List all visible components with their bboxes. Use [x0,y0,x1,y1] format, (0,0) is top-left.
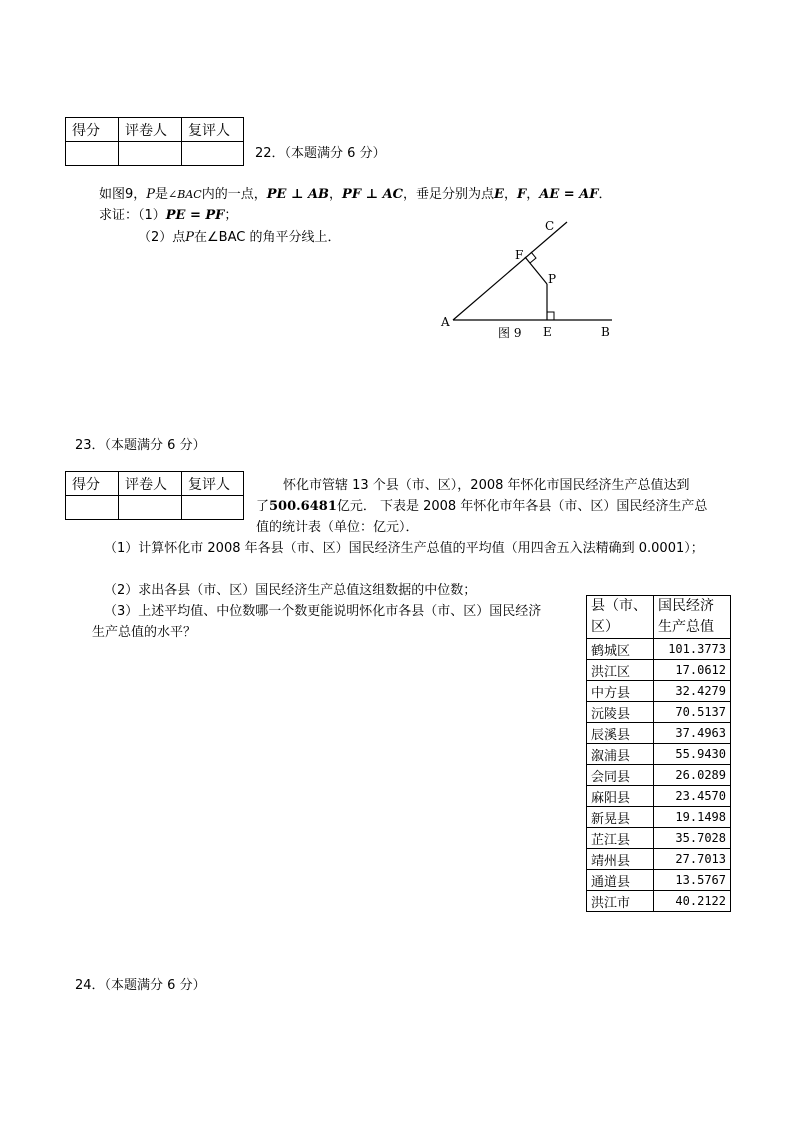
q23-text: 亿元． 下表是 2008 年怀化市年各县（市、区）国民经济生产总 [336,499,708,514]
county-name: 洪江市 [587,891,654,912]
condition-pf-perp-ac: PF ⊥ AC [342,187,404,202]
col-county-header [587,596,654,639]
table-row [587,891,731,912]
gdp-value: 23.4570 [654,786,731,807]
county-name: 麻阳县 [587,786,654,807]
county-name: 新晃县 [587,807,654,828]
gdp-value: 101.3773 [654,639,731,660]
label-b: B [601,325,610,339]
gdp-value: 26.0289 [654,765,731,786]
q22-text: 求证：（1） [99,208,166,223]
reviewer-header: 复评人 [182,472,244,496]
q22-text: ， [503,187,517,202]
table-row [587,828,731,849]
q23-part3-line2: 生产总值的水平？ [92,625,197,640]
segment-pf [525,257,547,284]
total-gdp-value: 500.6481 [269,499,337,514]
table-row [587,786,731,807]
reviewer-cell [182,142,244,166]
grader-cell [119,142,182,166]
county-name: 溆浦县 [587,744,654,765]
gdp-table [586,595,731,912]
q23-part1: （1）计算怀化市 2008 年各县（市、区）国民经济生产总值的平均值（用四舍五入法精确到 0.0001）； [104,541,704,556]
gdp-value: 13.5767 [654,870,731,891]
q22-text: ； [224,208,238,223]
score-cell [66,142,119,166]
col-county-header-line2: 区） [591,619,619,635]
right-angle-e [547,312,554,320]
q24-header: 24．（本题满分 6 分） [75,978,206,993]
q22-statement [99,183,612,202]
q22-text: ， [329,187,343,202]
q22-text: 如图9， [99,187,147,202]
col-gdp-header [654,596,731,639]
reviewer-header: 复评人 [182,118,244,142]
point-f: F [516,187,527,202]
reviewer-cell [182,496,244,520]
label-e: E [543,325,552,339]
county-name: 会同县 [587,765,654,786]
angle-bac: ∠BAC [168,188,202,201]
gdp-value: 19.1498 [654,807,731,828]
table-row [587,660,731,681]
county-name: 辰溪县 [587,723,654,744]
score-header: 得分 [66,118,119,142]
grader-header: 评卷人 [119,118,182,142]
table-row [587,849,731,870]
county-name: 沅陵县 [587,702,654,723]
table-row [587,681,731,702]
gdp-value: 17.0612 [654,660,731,681]
figure-9 [430,212,630,344]
gdp-value: 55.9430 [654,744,731,765]
gdp-value: 27.7013 [654,849,731,870]
q22-prove-1 [99,204,237,223]
label-c: C [545,219,555,233]
gdp-table-header-row [587,596,731,639]
table-row [587,765,731,786]
q23-header: 23．（本题满分 6 分） [75,438,206,453]
county-name: 靖州县 [587,849,654,870]
gdp-value: 32.4279 [654,681,731,702]
q23-part3-line1: （3）上述平均值、中位数哪一个数更能说明怀化市各县（市、区）国民经济 [104,604,542,619]
q22-text: ． [598,187,612,202]
q23-part2: （2）求出各县（市、区）国民经济生产总值这组数据的中位数； [104,583,477,598]
county-name: 洪江区 [587,660,654,681]
county-name: 鹤城区 [587,639,654,660]
q23-intro-line3: 值的统计表（单位：亿元）． [256,520,419,535]
table-row [587,723,731,744]
figure-caption: 图 9 [498,326,522,340]
table-row [587,870,731,891]
gdp-value: 35.7028 [654,828,731,849]
q22-text: 内的一点， [201,187,267,202]
gdp-value: 37.4963 [654,723,731,744]
q22-text: ， [526,187,540,202]
label-p: P [548,272,557,286]
table-row [587,702,731,723]
point-p: P [146,187,156,202]
label-a: A [441,315,450,329]
q23-intro-line1: 怀化市管辖 13 个县（市、区），2008 年怀化市国民经济生产总值达到 [283,478,690,493]
label-f: F [515,248,524,262]
grader-header: 评卷人 [119,472,182,496]
q22-text: 在∠BAC 的角平分线上． [194,230,341,245]
q22-text: ，垂足分别为点 [403,187,495,202]
table-row [587,744,731,765]
q23-text: 了 [256,499,270,514]
county-name: 芷江县 [587,828,654,849]
q23-score-table [65,471,244,520]
table-row [587,807,731,828]
q22-text: （2）点 [138,230,186,245]
score-header: 得分 [66,472,119,496]
col-gdp-header-line2: 生产总值 [658,619,714,635]
gdp-table-body [587,639,731,912]
line-ac [453,222,567,320]
q22-text: 是 [155,187,169,202]
point-p: P [185,230,195,245]
q23-intro-line2 [256,495,707,514]
gdp-value: 70.5137 [654,702,731,723]
col-county-header-line1: 县（市、 [591,598,647,614]
condition-ae-eq-af: AE = AF [539,187,599,202]
condition-pe-perp-ab: PE ⊥ AB [266,187,330,202]
q22-header: 22．（本题满分 6 分） [255,146,386,161]
table-row [587,639,731,660]
county-name: 通道县 [587,870,654,891]
gdp-value: 40.2122 [654,891,731,912]
county-name: 中方县 [587,681,654,702]
q22-prove-2 [138,226,340,245]
grader-cell [119,496,182,520]
q22-score-table [65,117,244,166]
score-cell [66,496,119,520]
expr-pe-eq-pf: PE = PF [165,208,225,223]
col-gdp-header-line1: 国民经济 [658,598,714,614]
point-e: E [494,187,504,202]
